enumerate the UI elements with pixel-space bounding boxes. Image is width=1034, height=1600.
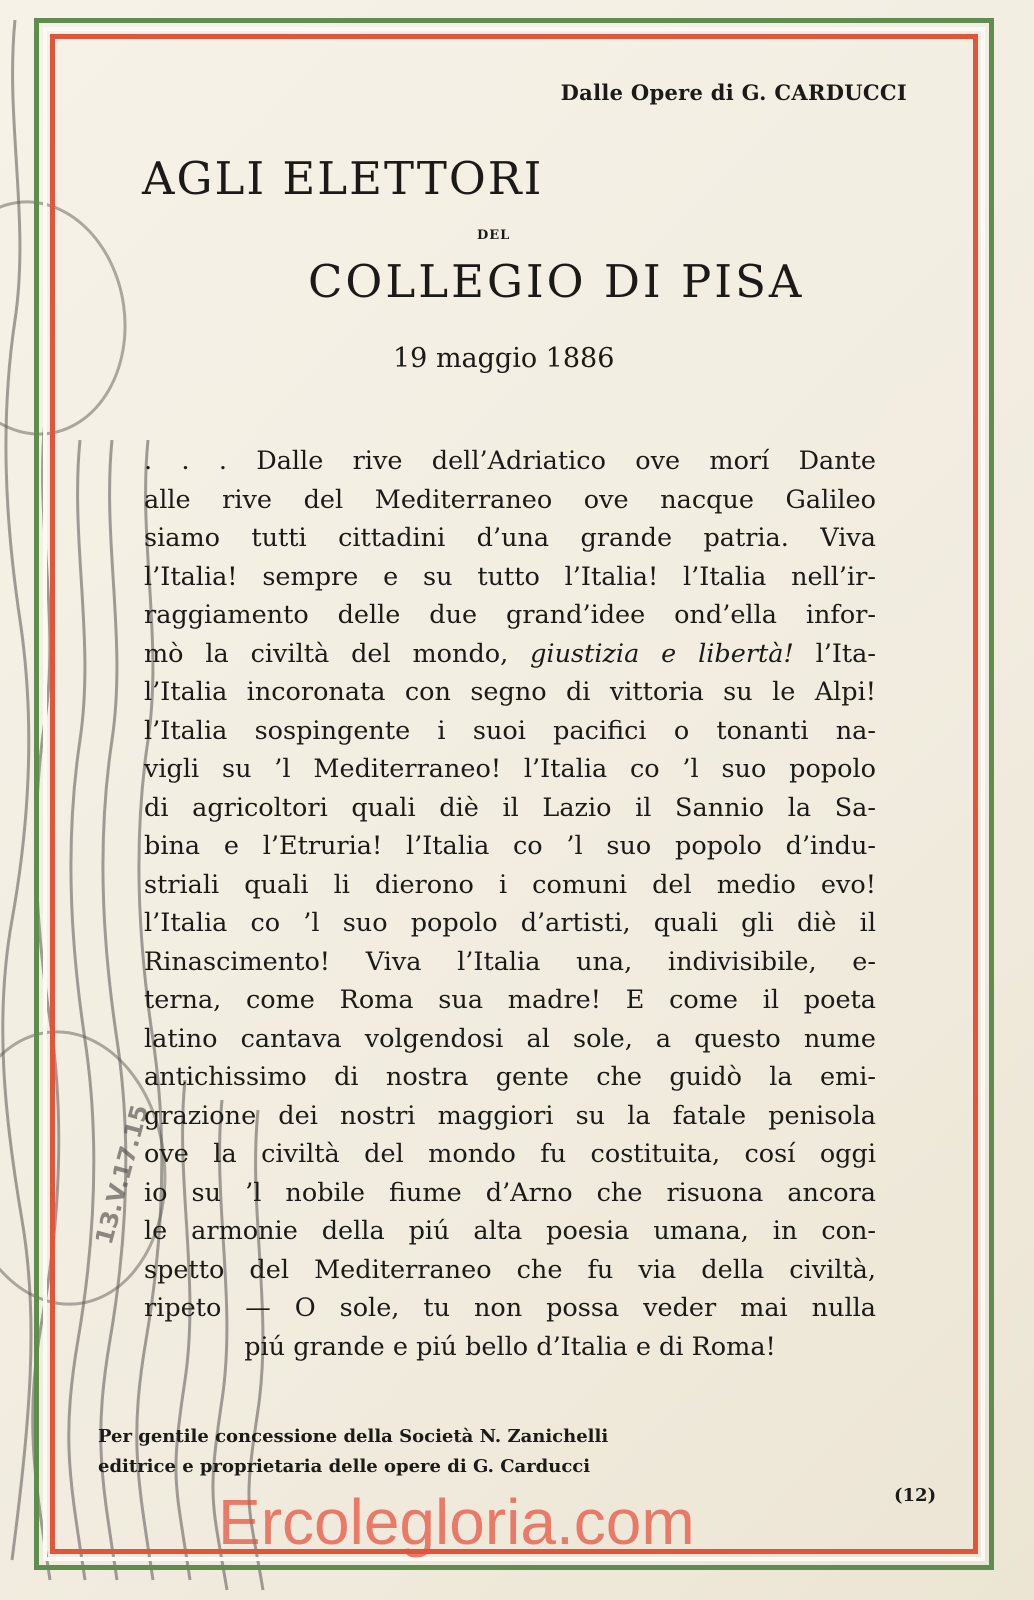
watermark: Ercolegloria.com — [218, 1486, 695, 1558]
credit-line-2: editrice e proprietaria delle opere di G. Carducci — [98, 1456, 591, 1477]
body-line: l’Italia incoronata con segno di vittoria su le Alpi! — [144, 677, 876, 707]
body-line-tail: l’Ita- — [793, 638, 876, 669]
body-line: bina e l’Etruria! l’Italia co ’l suo popolo d’indu- — [144, 831, 876, 861]
body-line: ove la civiltà del mondo fu costituita, cosí oggi — [144, 1139, 876, 1169]
body-line: raggiamento delle due grand’idee ond’ella infor- — [144, 600, 876, 630]
body-line-last: piú grande e piú bello d’Italia e di Roma! — [244, 1331, 776, 1362]
title-connector: DEL — [477, 228, 511, 243]
body-line: le armonie della piú alta poesia umana, in con- — [144, 1216, 876, 1246]
body-line: vigli su ’l Mediterraneo! l’Italia co ’l suo popolo — [144, 754, 876, 784]
body-line: striali quali li dierono i comuni del medio evo! — [144, 869, 876, 900]
body-line: antichissimo di nostra gente che guidò la emi- — [144, 1062, 876, 1092]
body-line: di agricoltori quali diè il Lazio il Sannio la Sa- — [144, 792, 876, 823]
body-line: siamo tutti cittadini d’una grande patria. Viva — [144, 523, 876, 553]
body-line: l’Italia sospingente i suoi pacifici o tonanti na- — [144, 715, 876, 746]
body-line: alle rive del Mediterraneo ove nacque Galileo — [144, 484, 876, 515]
body-line: io su ’l nobile fiume d’Arno che risuona ancora — [144, 1177, 876, 1208]
body-line: latino cantava volgendosi al sole, a questo nume — [144, 1023, 876, 1054]
body-line: . . . Dalle rive dell’Adriatico ove morí Dante — [144, 446, 876, 476]
title-line-1: AGLI ELETTORI — [142, 152, 544, 205]
body-line: grazione dei nostri maggiori su la fatale penisola — [144, 1100, 876, 1131]
speech-body — [144, 442, 876, 1366]
speech-date: 19 maggio 1886 — [393, 343, 615, 374]
publisher-credit — [98, 1422, 608, 1482]
body-line-with-italic — [144, 635, 876, 674]
body-line: l’Italia! sempre e su tutto l’Italia! l’Italia nell’ir- — [144, 561, 876, 592]
body-line: l’Italia co ’l suo popolo d’artisti, quali gli diè il — [144, 908, 876, 938]
postmark-bottom-text: 13.V.17.15 — [90, 1101, 155, 1248]
body-italic-phrase: giustizia e libertà! — [530, 638, 794, 669]
body-line: ripeto — O sole, tu non possa veder mai nulla — [144, 1293, 876, 1323]
title-line-2: COLLEGIO DI PISA — [308, 255, 805, 308]
body-line: spetto del Mediterraneo che fu via della civiltà, — [144, 1254, 876, 1285]
body-line: Rinascimento! Viva l’Italia una, indivisibile, e- — [144, 946, 876, 977]
body-line-start: mò la civiltà del mondo, — [144, 638, 531, 669]
body-line: terna, come Roma sua madre! E come il poeta — [144, 985, 876, 1015]
card-number: (12) — [894, 1485, 937, 1506]
attribution: Dalle Opere di G. CARDUCCI — [560, 80, 907, 105]
credit-line-1: Per gentile concessione della Società N. Zanichelli — [98, 1426, 609, 1447]
